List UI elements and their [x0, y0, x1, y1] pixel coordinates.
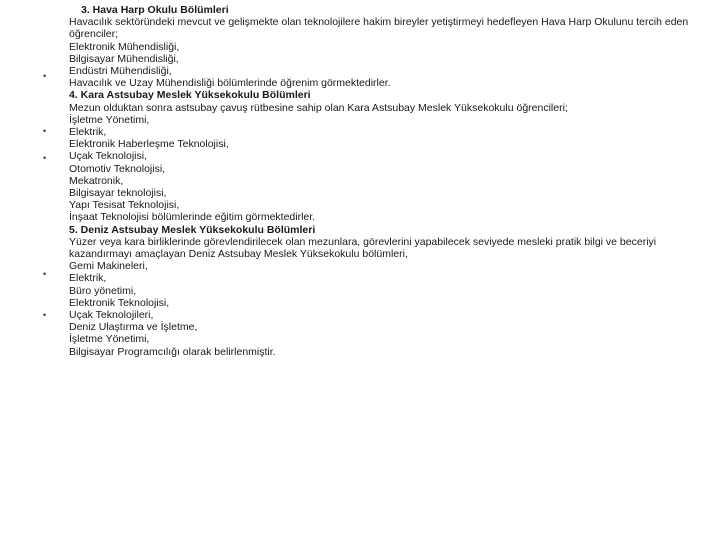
paragraph-line: Elektronik Haberleşme Teknolojisi,	[69, 138, 229, 151]
bullet-marker: •	[43, 269, 47, 279]
bullet-marker: •	[43, 126, 47, 136]
paragraph-line: Mezun olduktan sonra astsubay çavuş rütbesine sahip olan Kara Astsubay Meslek Yüksekokulu öğrencileri;	[69, 101, 568, 114]
paragraph-line: Bilgisayar Mühendisliği,	[69, 52, 179, 65]
section-heading: 5. Deniz Astsubay Meslek Yüksekokulu Bölümleri	[69, 223, 316, 236]
bullet-marker: •	[43, 71, 47, 81]
paragraph-line: Havacılık ve Uzay Mühendisliği bölümlerinde öğrenim görmektedirler.	[69, 77, 391, 90]
paragraph-line: Elektrik,	[69, 126, 107, 139]
paragraph-line: İşletme Yönetimi,	[69, 333, 150, 346]
section-heading: 4. Kara Astsubay Meslek Yüksekokulu Bölümleri	[69, 89, 311, 102]
section-heading: 3. Hava Harp Okulu Bölümleri	[81, 4, 229, 16]
paragraph-line: Uçak Teknolojisi,	[69, 150, 148, 163]
paragraph-line: Uçak Teknolojileri,	[69, 309, 154, 322]
paragraph-line: Elektrik,	[69, 272, 107, 285]
bullet-column	[43, 0, 55, 540]
bullet-marker: •	[43, 310, 47, 320]
paragraph-line: Otomotiv Teknolojisi,	[69, 162, 166, 175]
paragraph-line: Yapı Tesisat Teknolojisi,	[69, 199, 180, 212]
paragraph-line: Deniz Ulaştırma ve İşletme,	[69, 321, 198, 334]
paragraph-line: Bilgisayar teknolojisi,	[69, 187, 167, 200]
paragraph-line: Gemi Makineleri,	[69, 260, 148, 273]
paragraph-line: Yüzer veya kara birliklerinde görevlendirilecek olan mezunlara, görevlerini yapabilecek seviyede mesleki pratik bilgi ve beceriyi kazandırmayı amaçlayan Deniz Astsubay Meslek Yüksekokulu bölümleri,	[69, 235, 657, 261]
paragraph-line: Havacılık sektöründeki mevcut ve gelişmekte olan teknolojilere hakim bireyler yetiştirmeyi hedefleyen Hava Harp Okulunu tercih eden öğrenciler;	[69, 16, 689, 41]
paragraph-line: Elektronik Mühendisliği,	[69, 40, 180, 53]
paragraph-line: Bilgisayar Programcılığı olarak belirlenmiştir.	[69, 345, 276, 358]
paragraph-line: Endüstri Mühendisliği,	[69, 65, 172, 78]
paragraph-line: İnşaat Teknolojisi bölümlerinde eğitim görmektedirler.	[69, 211, 316, 224]
paragraph-line: Mekatronik,	[69, 174, 124, 187]
paragraph-line: İşletme Yönetimi,	[69, 113, 150, 126]
paragraph-line: Büro yönetimi,	[69, 284, 137, 297]
text-block	[69, 4, 689, 358]
bullet-marker: •	[43, 153, 47, 163]
paragraph-line: Elektronik Teknolojisi,	[69, 296, 170, 309]
